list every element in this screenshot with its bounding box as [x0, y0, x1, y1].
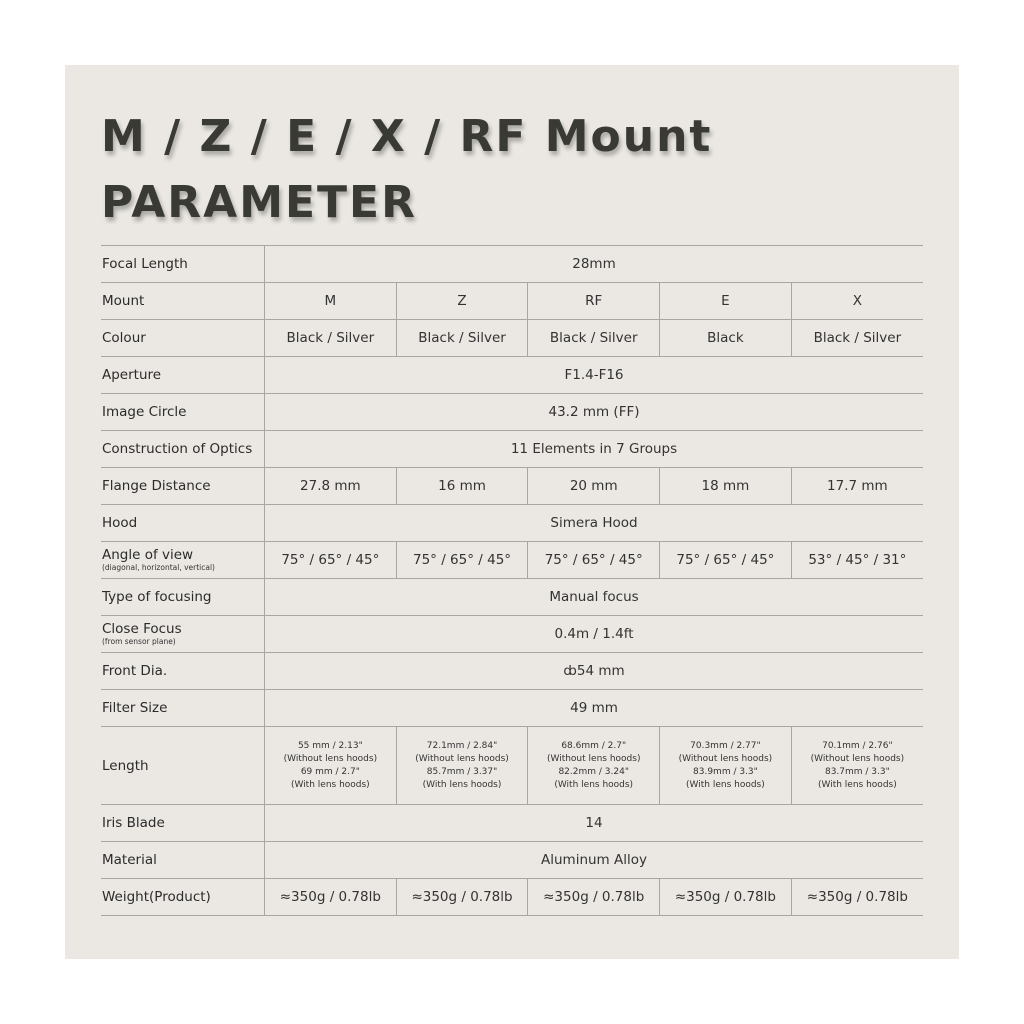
length-e-with-note: (With lens hoods) — [686, 779, 765, 790]
length-x-with: 83.7mm / 3.3" — [824, 766, 890, 777]
length-x-with-note: (With lens hoods) — [818, 779, 897, 790]
value-weight-x: ≈350g / 0.78lb — [791, 879, 923, 916]
row-length — [101, 727, 923, 805]
row-angle-of-view — [101, 542, 923, 579]
label-close-focus-sub: (from sensor plane) — [102, 637, 176, 646]
label-length: Length — [101, 727, 265, 805]
value-mount-e: E — [660, 283, 792, 320]
label-hood: Hood — [101, 505, 265, 542]
value-flange-rf: 20 mm — [528, 468, 660, 505]
label-colour: Colour — [101, 320, 265, 357]
length-e-without-note: (Without lens hoods) — [678, 753, 773, 764]
length-m-with-note: (With lens hoods) — [290, 779, 370, 790]
value-angle-z: 75° / 65° / 45° — [396, 542, 528, 579]
length-x-without-note: (Without lens hoods) — [810, 753, 905, 764]
value-colour-m: Black / Silver — [265, 320, 397, 357]
value-flange-e: 18 mm — [660, 468, 792, 505]
value-colour-e: Black — [660, 320, 792, 357]
label-close-focus — [101, 616, 265, 653]
label-construction: Construction of Optics — [101, 431, 265, 468]
value-length-x — [791, 727, 923, 805]
label-material: Material — [101, 842, 265, 879]
row-image-circle — [101, 394, 923, 431]
length-rf-with: 82.2mm / 3.24" — [558, 766, 629, 777]
row-construction — [101, 431, 923, 468]
value-weight-rf: ≈350g / 0.78lb — [528, 879, 660, 916]
label-angle-main: Angle of view — [102, 547, 194, 563]
parameter-table — [101, 245, 923, 916]
length-rf-without-note: (Without lens hoods) — [546, 753, 641, 764]
length-z-with: 85.7mm / 3.37" — [426, 766, 498, 777]
value-close-focus: 0.4m / 1.4ft — [265, 616, 924, 653]
value-flange-m: 27.8 mm — [265, 468, 397, 505]
value-mount-rf: RF — [528, 283, 660, 320]
label-mount: Mount — [101, 283, 265, 320]
length-rf-without: 68.6mm / 2.7" — [561, 740, 627, 751]
value-length-rf — [528, 727, 660, 805]
value-angle-e: 75° / 65° / 45° — [660, 542, 792, 579]
length-z-without: 72.1mm / 2.84" — [426, 740, 498, 751]
value-focal-length: 28mm — [265, 246, 924, 283]
value-hood: Simera Hood — [265, 505, 924, 542]
value-weight-m: ≈350g / 0.78lb — [265, 879, 397, 916]
length-z-without-note: (Without lens hoods) — [415, 753, 509, 764]
value-length-e — [660, 727, 792, 805]
value-focusing: Manual focus — [265, 579, 924, 616]
label-aperture: Aperture — [101, 357, 265, 394]
row-iris-blade — [101, 805, 923, 842]
label-iris-blade: Iris Blade — [101, 805, 265, 842]
value-flange-z: 16 mm — [396, 468, 528, 505]
label-focusing: Type of focusing — [101, 579, 265, 616]
row-focal-length — [101, 246, 923, 283]
value-front-dia: ȸ54 mm — [265, 653, 924, 690]
title-parameter: PARAMETER — [101, 177, 417, 228]
row-filter-size — [101, 690, 923, 727]
value-angle-m: 75° / 65° / 45° — [265, 542, 397, 579]
label-filter-size: Filter Size — [101, 690, 265, 727]
value-aperture: F1.4-F16 — [265, 357, 924, 394]
label-front-dia: Front Dia. — [101, 653, 265, 690]
value-colour-rf: Black / Silver — [528, 320, 660, 357]
value-weight-z: ≈350g / 0.78lb — [396, 879, 528, 916]
title-mounts: M / Z / E / X / RF Mount — [101, 111, 713, 162]
value-construction: 11 Elements in 7 Groups — [265, 431, 924, 468]
length-rf-with-note: (With lens hoods) — [554, 779, 634, 790]
value-material: Aluminum Alloy — [265, 842, 924, 879]
label-flange-distance: Flange Distance — [101, 468, 265, 505]
row-focusing — [101, 579, 923, 616]
parameter-card — [65, 65, 959, 959]
label-angle-of-view — [101, 542, 265, 579]
value-flange-x: 17.7 mm — [791, 468, 923, 505]
length-e-with: 83.9mm / 3.3" — [693, 766, 758, 777]
row-aperture — [101, 357, 923, 394]
length-m-without: 55 mm / 2.13" — [297, 740, 363, 751]
row-flange-distance — [101, 468, 923, 505]
value-angle-rf: 75° / 65° / 45° — [528, 542, 660, 579]
row-front-dia — [101, 653, 923, 690]
value-mount-z: Z — [396, 283, 528, 320]
length-m-without-note: (Without lens hoods) — [283, 753, 378, 764]
label-weight: Weight(Product) — [101, 879, 265, 916]
value-colour-z: Black / Silver — [396, 320, 528, 357]
value-mount-x: X — [791, 283, 923, 320]
value-image-circle: 43.2 mm (FF) — [265, 394, 924, 431]
row-weight — [101, 879, 923, 916]
label-close-focus-main: Close Focus — [102, 621, 182, 637]
label-angle-sub: (diagonal, horizontal, vertical) — [102, 563, 215, 572]
row-mount — [101, 283, 923, 320]
value-length-m — [265, 727, 397, 805]
label-image-circle: Image Circle — [101, 394, 265, 431]
value-angle-x: 53° / 45° / 31° — [791, 542, 923, 579]
value-iris-blade: 14 — [265, 805, 924, 842]
value-length-z — [396, 727, 528, 805]
length-e-without: 70.3mm / 2.77" — [690, 740, 761, 751]
value-colour-x: Black / Silver — [791, 320, 923, 357]
row-colour — [101, 320, 923, 357]
length-x-without: 70.1mm / 2.76" — [822, 740, 893, 751]
value-mount-m: M — [265, 283, 397, 320]
row-close-focus — [101, 616, 923, 653]
value-weight-e: ≈350g / 0.78lb — [660, 879, 792, 916]
value-filter-size: 49 mm — [265, 690, 924, 727]
label-focal-length: Focal Length — [101, 246, 265, 283]
length-m-with: 69 mm / 2.7" — [300, 766, 360, 777]
row-material — [101, 842, 923, 879]
row-hood — [101, 505, 923, 542]
length-z-with-note: (With lens hoods) — [422, 779, 502, 790]
